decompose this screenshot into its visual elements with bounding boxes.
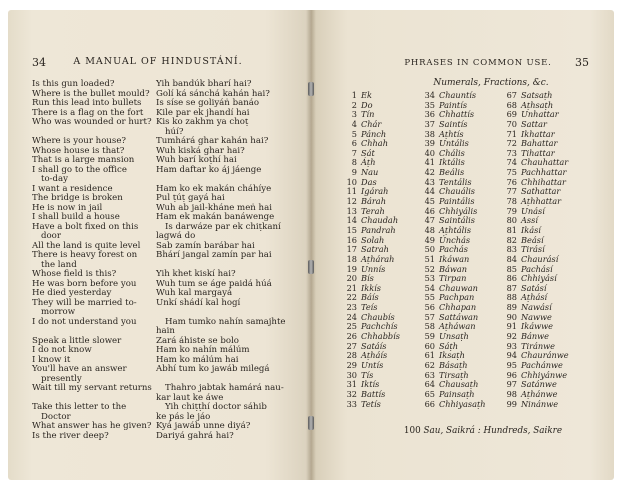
right-page-header: PHRASES IN COMMON USE. [404,58,552,68]
english-phrase-line: door [41,231,61,241]
numeral-word: Tís [361,369,374,380]
numeral-digit: 52 [424,263,435,274]
numeral-word: Unhattar [521,109,559,120]
english-phrase-line: Run this lead into bullets [32,98,142,108]
numeral-digit: 44 [424,186,435,197]
numeral-digit: 20 [346,273,357,284]
hindustani-phrase-line: Wuh barí koṭhí hai [156,155,237,165]
english-phrase-line: He is now in jail [32,202,103,213]
numeral-digit: 49 [424,234,435,245]
numeral-digit: 73 [506,147,517,158]
english-phrase-line: There is a flag on the fort [32,107,144,118]
numeral-word: Chhiyasaṭh [439,398,486,409]
numeral-word: Chár [361,118,382,129]
numeral-digit: 89 [506,302,517,313]
numerals-subtitle: Numerals, Fractions, &c. [433,78,549,88]
numeral-word: Satásí [521,282,547,293]
numeral-word: Báwan [439,263,468,274]
numeral-digit: 27 [346,340,357,351]
numeral-word: Unásí [521,205,545,216]
numeral-digit: 83 [506,244,517,255]
numeral-word: Terah [361,205,385,216]
numeral-digit: 50 [424,244,435,255]
numeral-digit: 68 [506,99,517,110]
numeral-word: Chauránwe [521,350,569,361]
numeral-word: Teís [361,302,378,313]
hindustani-phrase-line: Kyá jawáb unne diyá? [156,421,251,431]
numeral-digit: 86 [506,273,517,284]
numeral-word: Satánwe [521,379,557,390]
numeral-word: Saintális [439,215,475,226]
hindustani-phrase-line: Thahro jabtak hamárá nau- [165,383,284,393]
numeral-word: Pachánwe [521,359,563,370]
numeral-digit: 98 [506,388,517,399]
english-phrase-line: morrow [41,307,76,317]
hindustani-phrase-line: Wuh tum se áge paidá húá [156,278,272,289]
numeral-digit: 81 [506,224,517,235]
numeral-word: Igárah [361,186,389,197]
numeral-digit: 14 [346,215,357,226]
hindustani-phrase-line: kar laut ke áwe [156,392,224,403]
numeral-digit: 51 [424,253,435,264]
english-phrase-line: presently [41,373,82,384]
hindustani-phrase-line: Dariyá gahrá hai? [156,430,234,441]
book-gutter [306,10,316,480]
english-phrase-line: Take this letter to the [32,402,127,412]
numeral-digit: 43 [424,176,435,187]
hindustani-phrase-line: Kile par ek jhandí hai [156,107,250,118]
numeral-word: Tentális [439,176,472,187]
english-phrase-line: There is heavy forest on [32,250,138,260]
hundreds-footer [373,426,593,436]
hindustani-phrase-line: ke pás le jáo [156,411,211,422]
numeral-digit: 91 [506,321,517,332]
numeral-word: Aṭháwan [439,321,476,332]
numeral-word: Sattáwan [439,311,479,322]
binding-staple-middle [308,260,314,274]
english-phrase-line: Doctor [41,411,71,422]
numeral-word: Únchás [439,234,471,245]
numeral-digit: 70 [506,118,517,129]
numeral-digit: 31 [346,379,357,390]
numeral-word: Battís [361,388,386,399]
numeral-word: Beális [439,167,465,178]
hindustani-phrase-line: Bhárí jangal zamín par hai [156,250,272,260]
english-phrase-line: That is a large mansion [32,155,135,165]
binding-staple-bottom [308,416,314,430]
numeral-digit: 5 [351,128,357,139]
numeral-digit: 42 [424,167,435,178]
english-phrase-line: Who was wounded or hurt? [32,117,152,127]
english-phrase-line: Is the river deep? [32,430,109,441]
hindustani-phrase-line: Ham daftar ko áj jáenge [156,164,262,175]
numeral-word: Untális [439,138,469,149]
hindustani-phrase-line: Ham ek makán banáwenge [156,212,275,222]
numeral-word: Chhabbís [361,331,400,342]
numeral-word: Painsaṭh [439,388,475,399]
english-phrase-line: I shall build a house [32,212,120,222]
numeral-digit: 33 [346,398,357,409]
open-book [8,10,614,480]
numeral-digit: 55 [424,292,435,303]
numeral-word: Sát [361,147,375,158]
numeral-word: Pachásí [521,263,553,274]
numeral-digit: 80 [506,215,517,226]
numeral-digit: 75 [506,167,517,178]
numeral-digit: 62 [424,359,435,370]
numeral-word: Paintís [439,99,468,110]
numeral-digit: 2 [351,99,357,110]
numeral-digit: 96 [506,369,517,380]
numeral-digit: 13 [346,205,357,216]
hindustani-phrase-line: Yih chiṭṭhí doctor sáhib [165,402,267,412]
numeral-word: Aṭhtális [439,224,472,235]
numeral-word: Aṭhánwe [521,388,558,399]
english-phrase-line: The bridge is broken [32,193,123,203]
english-phrase-line: Whose house is that? [32,145,125,156]
numeral-digit: 58 [424,321,435,332]
numeral-word: Tirásí [521,244,545,255]
numeral-digit: 12 [346,196,357,207]
english-phrase-line: Have a bolt fixed on this [32,221,139,232]
hindustani-phrase-line: Ham ko málúm hai [156,354,239,365]
numeral-word: Chausaṭh [439,379,479,390]
numeral-word: Pachchís [361,321,398,332]
numeral-digit: 23 [346,302,357,313]
numeral-digit: 34 [424,90,435,100]
numeral-digit: 21 [346,282,357,293]
numeral-word: Satáís [361,340,387,351]
numeral-word: Iktís [361,379,380,390]
numeral-digit: 26 [346,331,357,342]
hindustani-phrase-line: Sab zamín barábar hai [156,240,255,251]
numeral-word: Ek [361,90,372,100]
numeral-digit: 40 [424,147,435,158]
numeral-digit: 1 [351,90,357,100]
numeral-digit: 95 [506,359,517,370]
numerals-column-2 [421,91,486,409]
numerals-column-1 [343,91,400,409]
numeral-digit: 35 [424,99,435,110]
numeral-digit: 77 [506,186,517,197]
right-page [311,10,614,480]
numeral-digit: 63 [424,369,435,380]
numeral-digit: 56 [424,302,435,313]
numeral-word: Sattar [521,118,547,129]
numeral-word: Das [361,176,377,187]
numeral-digit: 65 [424,388,435,399]
numeral-digit: 87 [506,282,517,293]
numeral-word: Solah [361,234,385,245]
english-phrase-line: I know it [32,354,71,365]
numeral-digit: 28 [346,350,357,361]
numeral-word: Ninánwe [521,398,559,409]
numeral-word: Satsaṭh [521,90,553,100]
english-phrase-line: Whose field is this? [32,269,117,279]
left-page-number: 34 [32,56,46,69]
numeral-digit: 7 [351,147,357,158]
hindustani-phrase-line: Wuh kal margayá [156,288,233,298]
numeral-word: Tetís [361,398,381,409]
numeral-digit: 17 [346,244,357,255]
numeral-word: Chhah [361,138,388,149]
numeral-word: Pachás [439,244,468,255]
numeral-word: Unnís [361,263,386,274]
numeral-word: Ikáwwe [521,321,553,332]
numeral-word: Chhiyásí [521,273,557,284]
numeral-digit: 61 [424,350,435,361]
numeral-digit: 24 [346,311,357,322]
numeral-digit: 9 [351,167,357,178]
english-phrase-line: He died yesterday [32,288,112,298]
numeral-word: Chhihattar [521,176,566,187]
numeral-digit: 15 [346,224,357,235]
numeral-digit: 10 [346,176,357,187]
numeral-digit: 22 [346,292,357,303]
numeral-digit: 94 [506,350,517,361]
hindustani-phrase-line: Tumhárá ghar kahán hai? [156,136,269,146]
numeral-word: Iktális [439,157,465,168]
hindustani-phrase-line: Golí ká sánchá kahán hai? [156,88,270,99]
numeral-word: Báís [361,292,379,303]
numeral-row [343,400,400,410]
hindustani-phrase-line: Ham tumko nahín samajhte [165,316,286,327]
numeral-word: Iksaṭh [439,350,465,361]
numeral-word: Nawwe [521,311,552,322]
english-phrase-line: All the land is quite level [32,240,141,251]
numeral-word: Saintís [439,118,468,129]
numeral-digit: 92 [506,331,517,342]
numeral-word: Chauhattar [521,157,569,168]
numeral-digit: 93 [506,340,517,351]
left-page-header: A MANUAL OF HINDUSTÁNÍ. [73,56,243,67]
binding-staple-top [308,82,314,96]
numeral-digit: 11 [346,186,357,197]
numeral-word: Nawásí [521,302,552,313]
hindustani-phrase-line: Zará áhiste se bolo [156,335,239,346]
english-phrase-line: You'll have an answer [32,364,127,374]
hindustani-phrase-line: Yih khet kiskí hai? [156,269,236,279]
footer-text: Sau, Saikrá : Hundreds, Saikre [423,426,563,436]
numeral-digit: 46 [424,205,435,216]
left-page [8,10,311,480]
hindustani-phrase-line: Ham ko ek makán cháhíye [156,183,272,194]
numeral-digit: 59 [424,331,435,342]
numeral-digit: 88 [506,292,517,303]
numeral-word: Beásí [521,234,544,245]
english-phrase-line: I shall go to the office [32,164,127,175]
numeral-digit: 66 [424,398,435,409]
numeral-digit: 4 [351,118,357,129]
numeral-digit: 72 [506,138,517,149]
numeral-digit: 78 [506,196,517,207]
numeral-word: Untís [361,359,384,370]
hindustani-phrases-column [156,80,286,441]
numeral-digit: 29 [346,359,357,370]
numeral-word: Tín [361,109,375,120]
numeral-word: Sathattar [521,186,561,197]
numeral-word: Chhiyánwe [521,369,568,380]
english-phrase-line: I want a residence [32,183,113,194]
numeral-digit: 30 [346,369,357,380]
numeral-word: Bárah [361,196,386,207]
numeral-word: Chhattís [439,109,475,120]
english-phrase-line: I do not understand you [32,316,137,327]
hindustani-phrase-line: Kis ko zakhm ya choṭ [156,117,249,127]
numeral-digit: 39 [424,138,435,149]
numeral-digit: 37 [424,118,435,129]
numeral-word: Tirpan [439,273,467,284]
hindustani-phrase-line: Abhí tum ko jawáb milegá [156,364,270,374]
numeral-digit: 69 [506,109,517,120]
hindustani-phrase-line: Pul ṭúṭ gayá hai [156,193,225,203]
numeral-digit: 32 [346,388,357,399]
english-phrase-line: Is this gun loaded? [32,79,115,89]
english-phrase-line: Speak a little slower [32,335,122,346]
numeral-word: Chauwan [439,282,478,293]
numeral-word: Bahattar [521,138,558,149]
numeral-word: Pánch [361,128,387,139]
numeral-word: Áṭh [361,157,376,168]
english-phrase-line: Where is the bullet mould? [32,88,150,99]
numeral-digit: 64 [424,379,435,390]
hindustani-phrase-line: húí? [165,126,184,137]
numeral-digit: 48 [424,224,435,235]
numeral-word: Pachhattar [521,167,567,178]
numeral-digit: 60 [424,340,435,351]
numeral-digit: 82 [506,234,517,245]
numeral-digit: 45 [424,196,435,207]
numeral-digit: 76 [506,176,517,187]
numeral-digit: 38 [424,128,435,139]
numeral-digit: 54 [424,282,435,293]
numeral-digit: 79 [506,205,517,216]
english-phrase-line: Wait till my servant returns [32,383,152,393]
numeral-digit: 16 [346,234,357,245]
hindustani-phrase-line: Wuh ab jail-kháne meṅ hai [156,202,272,213]
numeral-word: Satrah [361,244,389,255]
numeral-word: Chaubís [361,311,395,322]
footer-number: 100 [403,426,421,436]
numeral-word: Aṭhsaṭh [521,99,554,110]
numeral-digit: 36 [424,109,435,120]
numeral-word: Do [361,99,373,110]
numeral-word: Ikásí [521,224,541,235]
numeral-word: Nau [361,167,379,178]
numeral-digit: 25 [346,321,357,332]
numeral-word: Chhiyális [439,205,478,216]
right-page-number: 35 [575,56,589,69]
numeral-word: Sáṭh [439,340,459,351]
numeral-word: Bís [361,273,374,284]
hindustani-phrase-line: Yih bandúk bharí hai? [156,79,252,89]
numeral-word: Aṭhhattar [521,196,562,207]
numeral-word: Tirsaṭh [439,369,469,380]
english-phrase-line: the land [41,259,77,270]
hindustani-phrase-line: Unkí shádí kal hogí [156,297,241,308]
numeral-word: Aṭhárah [361,253,395,264]
numeral-word: Pachpan [439,292,475,303]
numeral-word: Aṭháís [361,350,388,361]
numeral-digit: 3 [351,109,357,120]
numeral-word: Chaudah [361,215,399,226]
english-phrase-line: to-day [41,174,69,184]
numeral-digit: 57 [424,311,435,322]
english-phrase-line: They will be married to- [32,297,137,308]
numeral-word: Básaṭh [439,359,468,370]
numeral-digit: 71 [506,128,517,139]
numeral-word: Tihattar [521,147,555,158]
numeral-word: Ikkís [361,282,381,293]
numeral-word: Tiránwe [521,340,556,351]
numeral-word: Aṭhásí [521,292,548,303]
english-phrase-line: I do not know [32,345,92,355]
numeral-word: Chauntís [439,90,477,100]
numeral-digit: 90 [506,311,517,322]
hindustani-phrase-line: Ham ko nahín málúm [156,345,250,355]
numeral-word: Chhapan [439,302,477,313]
numeral-digit: 18 [346,253,357,264]
numeral-word: Aṭhtís [439,128,464,139]
hindustani-phrase-line: Is darwáze par ek chiṭkaní [165,221,281,232]
numeral-word: Chaurásí [521,253,559,264]
numeral-row [421,400,486,410]
english-phrase-line: What answer has he given? [32,421,152,431]
numeral-digit: 97 [506,379,517,390]
hindustani-phrase-line: lagwá do [156,231,196,241]
numeral-word: Paintális [439,196,475,207]
hindustani-phrase-line: Wuh kiská ghar hai? [156,145,245,156]
numeral-digit: 53 [424,273,435,284]
numeral-row [503,400,569,410]
numeral-digit: 47 [424,215,435,226]
numeral-digit: 67 [506,90,517,100]
numeral-word: Chauális [439,186,476,197]
numeral-word: Assí [521,215,538,226]
numeral-word: Unsaṭh [439,331,469,342]
numeral-digit: 19 [346,263,357,274]
numeral-digit: 84 [506,253,517,264]
numeral-digit: 85 [506,263,517,274]
english-phrase-line: Where is your house? [32,136,127,146]
numeral-digit: 74 [506,157,517,168]
numeral-word: Pandrah [361,224,396,235]
numeral-word: Ikhattar [521,128,555,139]
numeral-digit: 8 [351,157,357,168]
english-phrase-line: He was born before you [32,278,137,289]
numeral-word: Chális [439,147,465,158]
english-phrases-column [32,80,152,441]
numeral-word: Ikáwan [439,253,470,264]
hindustani-phrase-line: Is síse se goliyáṅ banáo [156,98,260,108]
numeral-digit: 6 [351,138,357,149]
numerals-column-3 [503,91,569,409]
numeral-word: Bánwe [521,331,550,342]
hindustani-phrase-line: hain [156,326,175,336]
numeral-digit: 41 [424,157,435,168]
numeral-digit: 99 [506,398,517,409]
